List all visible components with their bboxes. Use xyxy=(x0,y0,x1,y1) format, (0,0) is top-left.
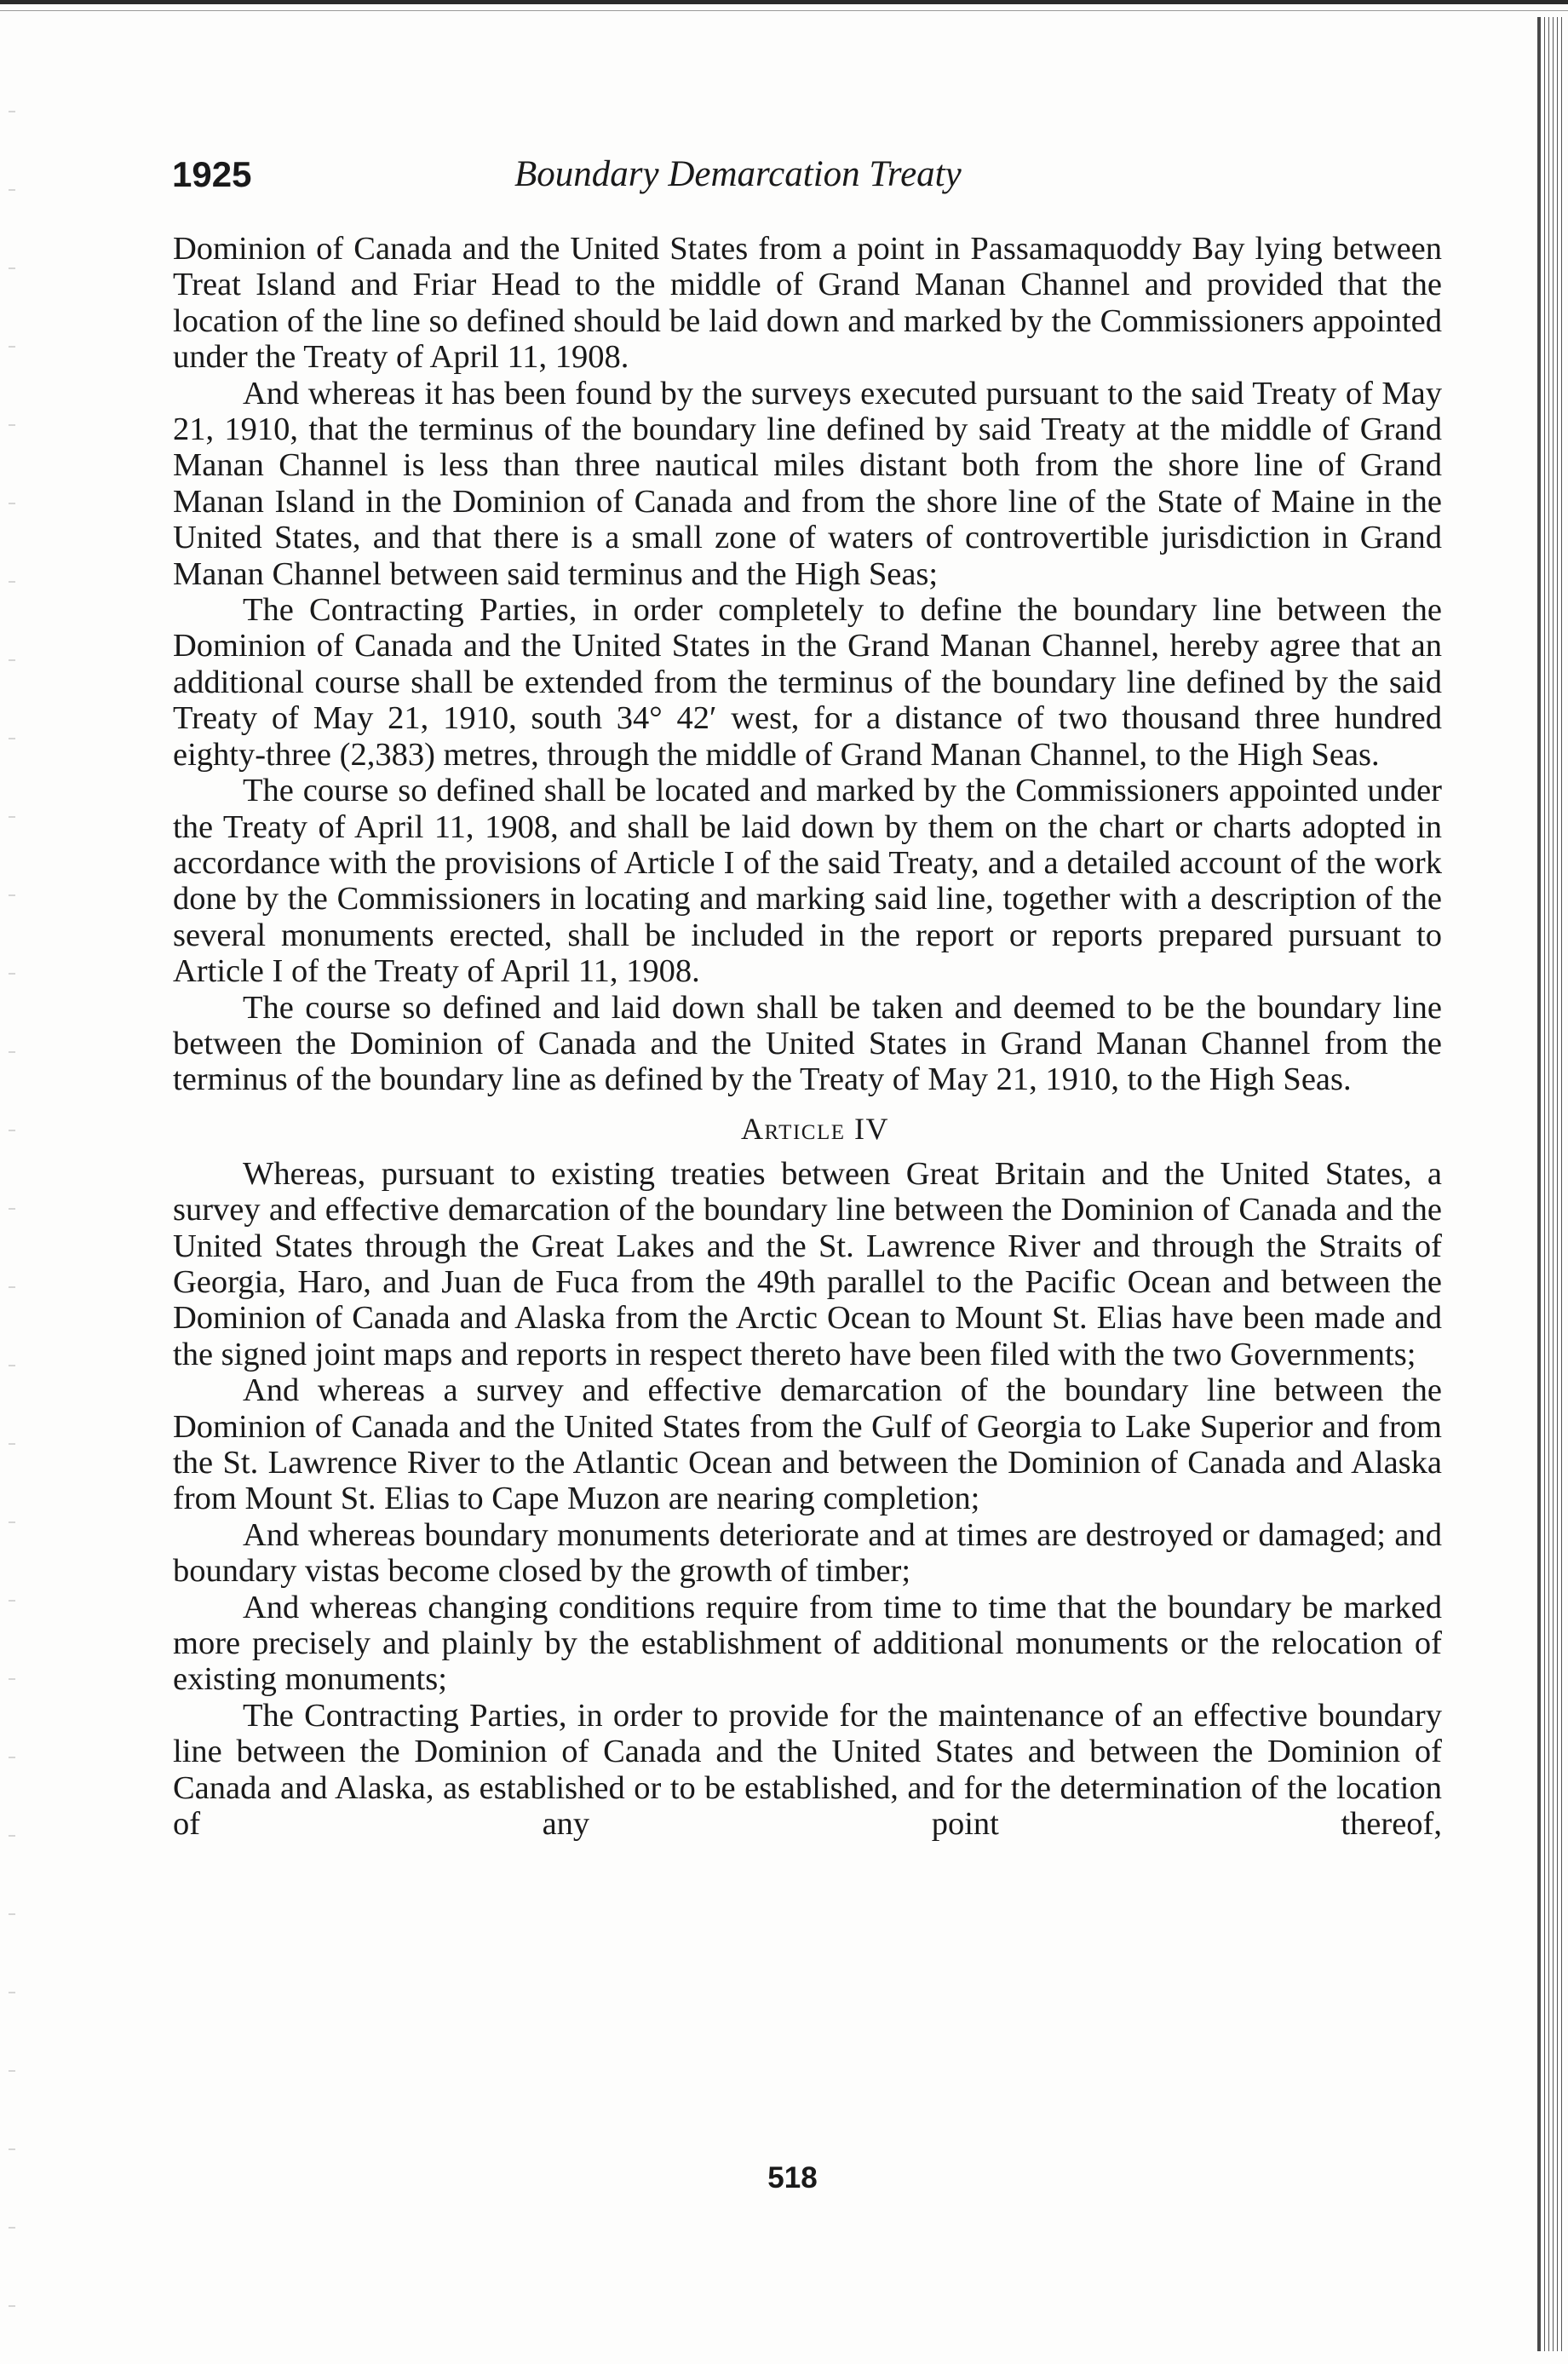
paragraph-continued: Dominion of Canada and the United States from a point in Passamaquoddy Bay lying between Treat Island and Friar Head to the middle of Grand Manan Channel and provided that the location of the line so defined should be laid down and marked by the Commissioners appointed under the Treaty of April 11, 1908. xyxy=(173,231,1442,376)
article-heading: Article IV xyxy=(741,1111,889,1146)
paragraph: And whereas boundary monuments deteriorate and at times are destroyed or damaged; and boundary vistas become closed by the growth of timber; xyxy=(173,1516,1442,1590)
paragraph: And whereas it has been found by the surveys executed pursuant to the said Treaty of May 21, 1910, that the terminus of the boundary line defined by said Treaty at the middle of Grand Manan Channel is less than three nautical miles distant both from the shore line of Grand Manan Island in the Dominion of Canada and from the shore line of the State of Maine in the United States, and that there is a small zone of waters of controvertible jurisdiction in Grand Manan Channel between said terminus and the High Seas; xyxy=(173,375,1442,592)
paragraph: Whereas, pursuant to existing treaties between Great Britain and the United States, a survey and effective demarcation of the boundary line between the Dominion of Canada and the United States through the Great Lakes and the St. Lawrence River and through the Straits of Georgia, Haro, and Juan de Fuca from the 49th parallel to the Pacific Ocean and between the Dominion of Canada and Alaska from the Arctic Ocean to Mount St. Elias have been made and the signed joint maps and reports in respect thereto have been filed with the two Governments; xyxy=(173,1155,1442,1372)
header-year: 1925 xyxy=(172,154,252,194)
paragraph: The course so defined shall be located and marked by the Commissioners appointed under the Treaty of April 11, 1908, and shall be laid down by them on the chart or charts adopted in accordance with the provisions of Article I of the said Treaty, and a detailed account of the work done by the Commissioners in locating and marking said line, together with a description of the several monuments erected, shall be included in the report or reports prepared pursuant to Article I of the Treaty of April 11, 1908. xyxy=(173,773,1442,990)
paragraph: The Contracting Parties, in order completely to define the boundary line between the Dominion of Canada and the United States in the Grand Manan Channel, hereby agree that an additional course shall be extended from the terminus of the boundary line defined by the said Treaty of May 21, 1910, south 34° 42′ west, for a distance of two thousand three hundred eighty-three (2,383) metres, through the middle of Grand Manan Channel, to the High Seas. xyxy=(173,592,1442,773)
paragraph-continues: The Contracting Parties, in order to provide for the maintenance of an effective boundary line between the Dominion of Canada and the United States and between the Dominion of Canada and Alaska, as established or to be established, and for the determination of the location of any point thereof, xyxy=(173,1697,1442,1843)
top-border-rule xyxy=(0,0,1568,4)
running-header xyxy=(172,152,1441,203)
left-margin-scan-marks xyxy=(9,34,15,2334)
body-text xyxy=(173,231,1442,1842)
paragraph: And whereas a survey and effective demarcation of the boundary line between the Dominion of Canada and the United States from the Gulf of Georgia to Lake Superior and from the St. Lawrence River to the Atlantic Ocean and between the Dominion of Canada and Alaska from Mount St. Elias to Cape Muzon are nearing completion; xyxy=(173,1372,1442,1517)
header-title: Boundary Demarcation Treaty xyxy=(514,154,962,194)
page-number: 518 xyxy=(767,2161,818,2194)
top-thin-rule xyxy=(0,10,1568,11)
paragraph: The course so defined and laid down shall be taken and deemed to be the boundary line between the Dominion of Canada and the United States in Grand Manan Channel from the terminus of the boundary line as defined by the Treaty of May 21, 1910, to the High Seas. xyxy=(173,989,1442,1098)
paragraph: And whereas changing conditions require from time to time that the boundary be marked more precisely and plainly by the establishment of additional monuments or the relocation of existing monuments; xyxy=(173,1589,1442,1698)
book-binding-edge xyxy=(1537,17,1565,2351)
